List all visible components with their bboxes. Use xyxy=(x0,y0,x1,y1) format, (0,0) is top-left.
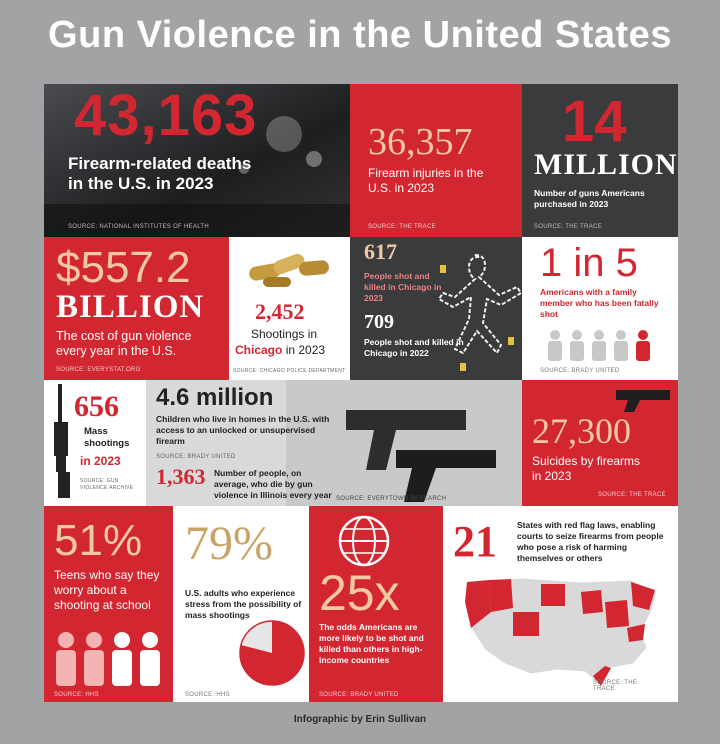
killed-2022-text: People shot and killed in Chicago in 2022 xyxy=(364,337,464,358)
panel-teens xyxy=(44,506,173,702)
person-icon xyxy=(548,330,562,361)
chicago-city: Chicago xyxy=(235,343,283,357)
panel-chicago-shootings xyxy=(229,237,350,380)
red-flag-source: SOURCE: THE TRACE xyxy=(593,680,638,692)
panel-cost xyxy=(44,237,229,380)
panel-suicides xyxy=(522,380,678,506)
cost-value: $557.2 xyxy=(56,243,191,292)
mass-shootings-text: Mass shootings xyxy=(84,426,130,449)
odds-value: 25x xyxy=(319,565,400,621)
stress-source: SOURCE: HHS xyxy=(185,692,230,698)
red-flag-value: 21 xyxy=(453,517,497,566)
panel-chicago-killed xyxy=(350,237,522,380)
guns-source: SOURCE: THE TRACE xyxy=(534,224,602,230)
panel-red-flag xyxy=(443,506,678,702)
cost-text: The cost of gun violence every year in the U.S. xyxy=(56,329,192,358)
teens-value: 51% xyxy=(54,516,143,565)
globe-icon xyxy=(337,514,391,568)
teens-text: Teens who say they worry about a shooting at school xyxy=(54,568,160,612)
injuries-source: SOURCE: THE TRACE xyxy=(368,224,436,230)
stress-value: 79% xyxy=(185,517,273,570)
chicago-shootings-text: Shootings in xyxy=(251,327,318,341)
chicago-line xyxy=(235,343,325,357)
stress-text: U.S. adults who experience stress from the possibility of mass shootings xyxy=(185,588,302,620)
children-value: 4.6 million xyxy=(156,384,274,411)
chicago-shootings-source: SOURCE: CHICAGO POLICE DEPARTMENT xyxy=(233,368,346,374)
guns-unit: MILLION xyxy=(534,148,678,181)
one-in-five-text: Americans with a family member who has been fatally shot xyxy=(540,287,659,319)
page-title: Gun Violence in the United States xyxy=(48,14,672,56)
suicides-source: SOURCE: THE TRACE xyxy=(598,492,666,498)
deaths-text: Firearm-related deaths in the U.S. in 2023 xyxy=(68,154,252,193)
suicides-value: 27,300 xyxy=(532,411,631,451)
injuries-text: Firearm injuries in the U.S. in 2023 xyxy=(368,166,484,195)
mass-shootings-source: SOURCE: GUN VIOLENCE ARCHIVE xyxy=(80,478,134,491)
illinois-text: Number of people, on average, who die by gun violence in Illinois every year xyxy=(214,468,332,500)
odds-text: The odds Americans are more likely to be shot and killed than others in high-income countries xyxy=(319,622,424,665)
deaths-source: SOURCE: NATIONAL INSTITUTES OF HEALTH xyxy=(68,224,210,230)
us-map xyxy=(461,572,661,692)
teens-source: SOURCE: HHS xyxy=(54,692,99,698)
panel-mass-shootings xyxy=(44,380,146,506)
children-source: SOURCE: BRADY UNITED xyxy=(156,454,236,460)
people-icons xyxy=(540,329,660,363)
guns-value: 14 xyxy=(562,89,627,154)
person-icon xyxy=(592,330,606,361)
chicago-shootings-value: 2,452 xyxy=(255,299,305,324)
panel-children xyxy=(146,380,522,506)
killed-2023-value: 617 xyxy=(364,239,397,264)
panel-adults-stress xyxy=(173,506,309,702)
suicides-text: Suicides by firearms in 2023 xyxy=(532,454,641,483)
panel-one-in-five xyxy=(522,237,678,380)
illinois-value: 1,363 xyxy=(156,464,206,489)
children-text: Children who live in homes in the U.S. with access to an unlocked or unsupervised firearm xyxy=(156,414,330,446)
person-icon xyxy=(614,330,628,361)
footer-credit: Infographic by Erin Sullivan xyxy=(293,714,427,725)
panel-deaths xyxy=(44,84,350,237)
killed-2023-text: People shot and killed in Chicago in 2023 xyxy=(364,271,442,303)
stress-pie-chart xyxy=(237,618,307,688)
mass-shootings-value: 656 xyxy=(74,390,119,423)
chicago-year: in 2023 xyxy=(285,343,326,357)
one-in-five-source: SOURCE: BRADY UNITED xyxy=(540,368,620,374)
cost-source: SOURCE: EVERYSTAT.ORG xyxy=(56,367,141,373)
panel-guns-purchased xyxy=(522,84,678,237)
panel-odds xyxy=(309,506,443,702)
rifle-icon xyxy=(48,384,76,502)
odds-source: SOURCE: BRADY UNITED xyxy=(319,692,399,698)
bullets-icon xyxy=(241,251,341,291)
person-icon xyxy=(636,330,650,361)
killed-2022-value: 709 xyxy=(364,311,394,333)
guns-text: Number of guns Americans purchased in 2023 xyxy=(534,188,645,209)
injuries-value: 36,357 xyxy=(368,121,473,163)
cost-unit: BILLION xyxy=(56,289,205,325)
one-in-five-value: 1 in 5 xyxy=(540,241,638,285)
mass-shootings-year: in 2023 xyxy=(80,454,121,468)
red-flag-text: States with red flag laws, enabling courts to seize firearms from people who pose a risk of harming themselves or others xyxy=(517,520,664,563)
person-icon xyxy=(570,330,584,361)
students-icons xyxy=(50,630,170,690)
deaths-value: 43,163 xyxy=(74,84,258,148)
illinois-source: SOURCE: EVERYTOWN RESEARCH xyxy=(336,496,447,502)
panel-injuries xyxy=(350,84,522,237)
